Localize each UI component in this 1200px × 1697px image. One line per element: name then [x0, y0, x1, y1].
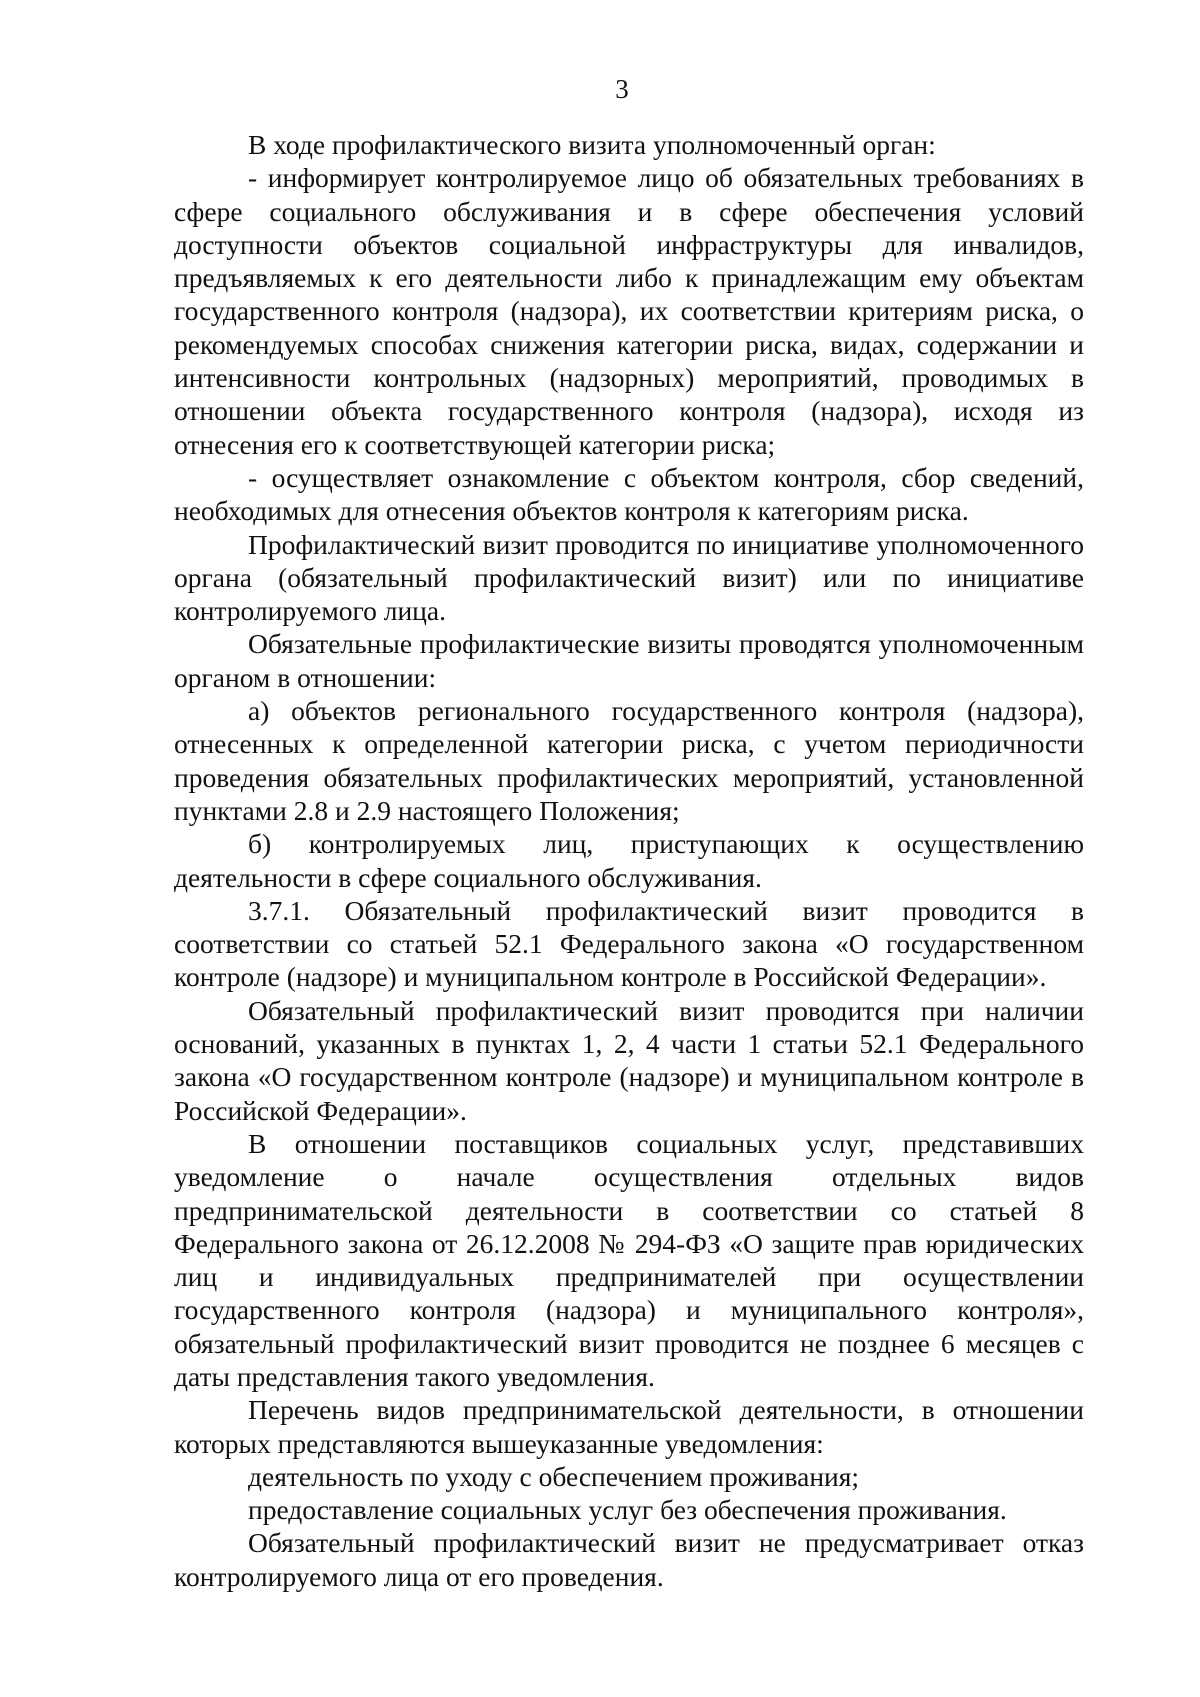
- paragraph-familiarization: - осуществляет ознакомление с объектом контроля, сбор сведений, необходимых для отнесения объектов контроля к категориям риска.: [174, 461, 1084, 527]
- document-body: [174, 128, 1084, 1593]
- paragraph-visit-initiative: Профилактический визит проводится по инициативе уполномоченного органа (обязательный профилактический визит) или по инициативе контролируемого лица.: [174, 528, 1084, 627]
- paragraph-grounds: Обязательный профилактический визит проводится при наличии оснований, указанных в пунктах 1, 2, 4 части 1 статьи 52.1 Федерального закона «О государственном контроле (надзоре) и муниципальном контроле в Российской Федерации».: [174, 994, 1084, 1126]
- page-number: 3: [615, 74, 629, 104]
- paragraph-activity-list: Перечень видов предпринимательской деятельности, в отношении которых представляются вышеуказанные уведомления:: [174, 1394, 1084, 1459]
- paragraph-3-7-1: 3.7.1. Обязательный профилактический визит проводится в соответствии со статьей 52.1 Федерального закона «О государственном контроле (надзоре) и муниципальном контроле в Российской Федерации».: [174, 894, 1084, 993]
- paragraph-activity-services: предоставление социальных услуг без обеспечения проживания.: [248, 1494, 1007, 1526]
- paragraph-no-refusal: Обязательный профилактический визит не предусматривает отказ контролируемого лица от его проведения.: [174, 1527, 1084, 1592]
- paragraph-item-b: б) контролируемых лиц, приступающих к осуществлению деятельности в сфере социального обслуживания.: [174, 828, 1084, 893]
- paragraph-activity-care: деятельность по уходу с обеспечением проживания;: [248, 1460, 860, 1492]
- paragraph-mandatory-visits: Обязательные профилактические визиты проводятся уполномоченным органом в отношении:: [174, 628, 1084, 693]
- paragraph-informs: - информирует контролируемое лицо об обязательных требованиях в сфере социального обслуживания и в сфере обеспечения условий доступности объектов социальной инфраструктуры для инвалидов, предъявляемых к его деятельности либо к принадлежащим ему объектам государственного контроля (надзора), их соответствии критериям риска, о рекомендуемых способах снижения категории риска, видах, содержании и интенсивности контрольных (надзорных) мероприятий, проводимых в отношении объекта государственного контроля (надзора), исходя из отнесения его к соответствующей категории риска;: [174, 162, 1084, 460]
- paragraph-providers: В отношении поставщиков социальных услуг, представивших уведомление о начале осуществления отдельных видов предпринимательской деятельности в соответствии со статьей 8 Федерального закона от 26.12.2008 № 294-ФЗ «О защите прав юридических лиц и индивидуальных предпринимателей при осуществлении государственного контроля (надзора) и муниципального контроля», обязательный профилактический визит проводится не позднее 6 месяцев с даты представления такого уведомления.: [174, 1127, 1084, 1392]
- paragraph-item-a: а) объектов регионального государственного контроля (надзора), отнесенных к определенной категории риска, с учетом периодичности проведения обязательных профилактических мероприятий, установленной пунктами 2.8 и 2.9 настоящего Положения;: [174, 695, 1084, 826]
- paragraph-visit-intro: В ходе профилактического визита уполномоченный орган:: [248, 129, 936, 160]
